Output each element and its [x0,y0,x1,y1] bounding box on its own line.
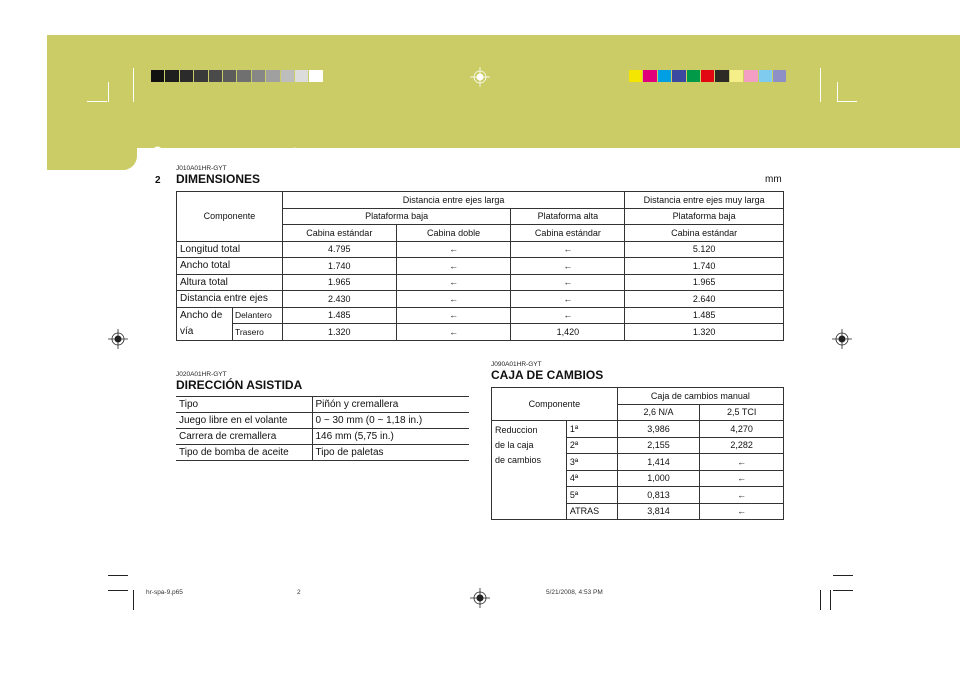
cell-value: 1.485 [282,307,396,324]
cell-value: ← [700,487,784,504]
gray-swatch [252,70,266,82]
crop-mark [833,590,853,591]
cell-value: ← [511,274,625,291]
color-swatch [744,70,758,82]
section-code: J020A01HR-GYT [176,371,227,378]
footer-datetime: 5/21/2008, 4:53 PM [546,589,603,596]
table-row [176,413,469,429]
header-group: Caja de cambios manual [617,388,783,405]
header-cabina-estandar: Cabina estándar [625,225,784,242]
table-row [177,241,784,258]
table-row [176,445,469,461]
header-cabina-estandar: Cabina estándar [282,225,396,242]
header-col: 2,5 TCI [700,404,784,421]
row-label: vía [177,324,233,341]
cell-value: 1.740 [282,258,396,275]
cell-value: ← [700,454,784,471]
color-swatch [730,70,744,82]
crop-mark [820,68,821,102]
row-label: Altura total [177,274,283,291]
row-label: Ancho total [177,258,283,275]
cell-value: 2.640 [625,291,784,308]
cell-value: 1.740 [625,258,784,275]
dimensions-table [176,191,784,341]
row-label-line: Reduccion [495,425,538,435]
row-label: Juego libre en el volante [176,413,312,429]
header-plataforma-baja-2: Plataforma baja [625,208,784,225]
crop-mark [133,68,134,102]
color-swatch [773,70,787,82]
color-swatch [629,70,643,82]
crop-mark [830,590,831,610]
color-calibration-bar [629,70,787,82]
gray-swatch [223,70,237,82]
header-plataforma-baja: Plataforma baja [282,208,511,225]
cell-value: 1,414 [617,454,700,471]
row-value: Tipo de paletas [312,445,469,461]
header-componente: Componente [177,192,283,242]
row-value: 0 ~ 30 mm (0 ~ 1,18 in.) [312,413,469,429]
table-row [176,429,469,445]
gray-swatch [309,70,323,82]
table-row [177,324,784,341]
cell-value: ← [511,258,625,275]
gray-swatch [194,70,208,82]
gray-swatch [180,70,194,82]
row-label-line: de cambios [495,455,542,465]
crop-mark [87,101,107,102]
cell-value: 5.120 [625,241,784,258]
gray-swatch [165,70,179,82]
registration-mark-icon [470,67,490,87]
cell-value: ← [396,241,511,258]
crop-mark [108,575,128,576]
cell-value: 2,282 [700,437,784,454]
cell-value: 1.320 [625,324,784,341]
section-title: DIMENSIONES [176,172,261,186]
registration-mark-icon [470,588,490,608]
cell-value: ← [396,324,511,341]
row-label: Distancia entre ejes [177,291,283,308]
header-cabina-estandar: Cabina estándar [511,225,625,242]
cell-value: 4,270 [700,421,784,438]
row-label-line: de la caja [495,440,534,450]
color-swatch [687,70,701,82]
row-label: Longitud total [177,241,283,258]
table-row [177,307,784,324]
gearbox-table [491,387,784,520]
table-row [176,397,469,413]
header-cabina-doble: Cabina doble [396,225,511,242]
section-code: J010A01HR-GYT [176,165,227,172]
table-row [177,274,784,291]
color-swatch [658,70,672,82]
gear-label: 2ª [566,437,617,454]
row-label [492,421,567,520]
gear-label: 4ª [566,470,617,487]
header-group-larga: Distancia entre ejes larga [282,192,624,209]
header-componente: Componente [492,388,618,421]
row-label: Ancho de [177,307,233,324]
cell-value: 1.320 [282,324,396,341]
gray-swatch [266,70,280,82]
gray-calibration-bar [151,70,324,82]
table-row [177,258,784,275]
table-row [492,421,784,438]
footer-page: 2 [297,589,301,596]
cell-value: ← [511,307,625,324]
page-number: 2 [155,175,161,186]
row-sublabel: Trasero [232,324,282,341]
section-code: J090A01HR-GYT [491,361,542,368]
cell-value: ← [511,291,625,308]
color-swatch [643,70,657,82]
cell-value: 3,986 [617,421,700,438]
header-band [47,35,960,148]
chapter-number: 9 [153,143,163,162]
gear-label: ATRAS [566,503,617,520]
crop-mark [837,101,857,102]
crop-mark [133,590,134,610]
registration-mark-icon [108,329,128,349]
cell-value: ← [396,274,511,291]
row-label: Carrera de cremallera [176,429,312,445]
cell-value: 0,813 [617,487,700,504]
row-value: 146 mm (5,75 in.) [312,429,469,445]
color-swatch [672,70,686,82]
section-title: DIRECCIÓN ASISTIDA [176,378,303,392]
chapter-title: ESPECIFICACIONES DEL VEHÍCULO [168,148,320,157]
row-sublabel: Delantero [232,307,282,324]
cell-value: ← [700,503,784,520]
gear-label: 1ª [566,421,617,438]
crop-mark [108,82,109,102]
cell-value: 1,000 [617,470,700,487]
cell-value: ← [700,470,784,487]
cell-value: ← [396,307,511,324]
cell-value: 2,155 [617,437,700,454]
cell-value: 1.965 [282,274,396,291]
steering-table [176,396,469,461]
gear-label: 5ª [566,487,617,504]
manual-page [47,35,960,678]
crop-mark [837,82,838,102]
crop-mark [833,575,853,576]
cell-value: 1.485 [625,307,784,324]
color-swatch [715,70,729,82]
cell-value: 2.430 [282,291,396,308]
gray-swatch [281,70,295,82]
row-label: Tipo [176,397,312,413]
header-col: 2,6 N/A [617,404,700,421]
cell-value: 3,814 [617,503,700,520]
row-value: Piñón y cremallera [312,397,469,413]
cell-value: ← [396,258,511,275]
cell-value: 1.965 [625,274,784,291]
color-swatch [759,70,773,82]
section-title: CAJA DE CAMBIOS [491,368,604,382]
cell-value: 4.795 [282,241,396,258]
registration-mark-icon [832,329,852,349]
footer-filename: hr-spa-9.p65 [146,589,183,596]
cell-value: 1,420 [511,324,625,341]
unit-label: mm [765,174,782,185]
gray-swatch [237,70,251,82]
header-group-muy-larga: Distancia entre ejes muy larga [625,192,784,209]
header-plataforma-alta: Plataforma alta [511,208,625,225]
cell-value: ← [396,291,511,308]
crop-mark [108,590,128,591]
crop-mark [820,590,821,610]
row-label: Tipo de bomba de aceite [176,445,312,461]
gear-label: 3ª [566,454,617,471]
gray-swatch [295,70,309,82]
page-tab [47,148,137,170]
gray-swatch [209,70,223,82]
color-swatch [701,70,715,82]
table-row [177,291,784,308]
cell-value: ← [511,241,625,258]
gray-swatch [151,70,165,82]
